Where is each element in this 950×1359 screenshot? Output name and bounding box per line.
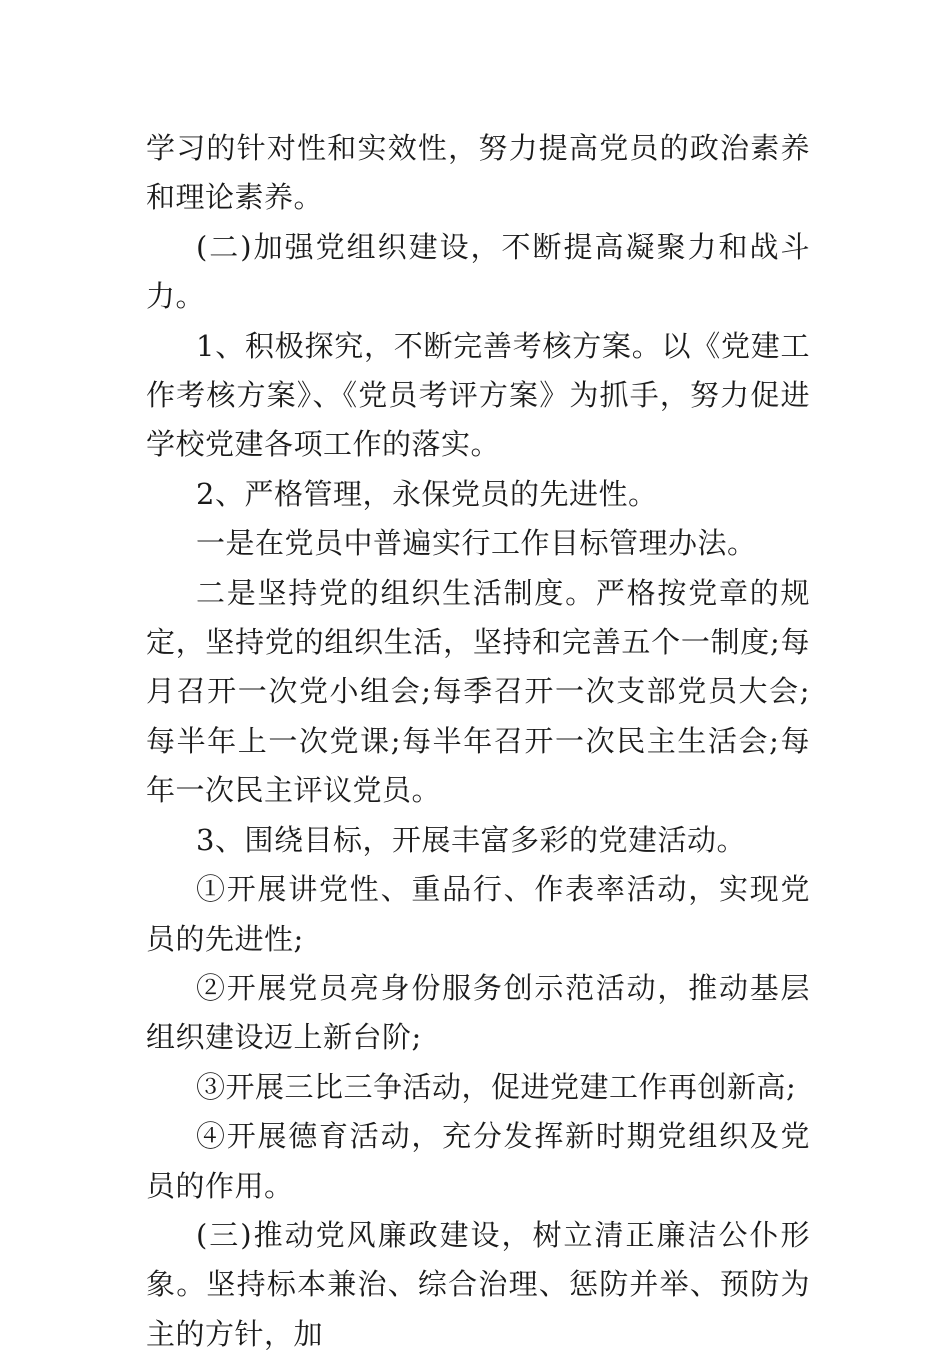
paragraph-7: 3、围绕目标，开展丰富多彩的党建活动。 [196, 822, 746, 857]
paragraph-4: 2、严格管理，永保党员的先进性。 [196, 476, 658, 511]
paragraph-3: 1、积极探究，不断完善考核方案。以《党建工作考核方案》、《党员考评方案》为抓手，努力促进学校党建各项工作的落实。 [146, 328, 810, 462]
paragraph-10: ③开展三比三争活动，促进党建工作再创新高; [196, 1069, 797, 1104]
paragraph-6: 二是坚持党的组织生活制度。严格按党章的规定，坚持党的组织生活，坚持和完善五个一制度;每月召开一次党小组会;每季召开一次支部党员大会;每半年上一次党课;每半年召开一次民主生活会;每年一次民主评议党员。 [146, 575, 810, 808]
paragraph-2: (二)加强党组织建设，不断提高凝聚力和战斗力。 [146, 229, 810, 314]
paragraph-12: (三)推动党风廉政建设，树立清正廉洁公仆形象。坚持标本兼治、综合治理、惩防并举、预防为主的方针，加 [146, 1217, 810, 1351]
paragraph-1: 学习的针对性和实效性，努力提高党员的政治素养和理论素养。 [146, 131, 810, 215]
document-body [146, 124, 810, 1359]
paragraph-11: ④开展德育活动，充分发挥新时期党组织及党员的作用。 [146, 1119, 810, 1203]
paragraph-8: ①开展讲党性、重品行、作表率活动，实现党员的先进性; [146, 872, 810, 956]
paragraph-5: 一是在党员中普遍实行工作目标管理办法。 [196, 526, 757, 561]
paragraph-9: ②开展党员亮身份服务创示范活动，推动基层组织建设迈上新台阶; [146, 970, 810, 1055]
